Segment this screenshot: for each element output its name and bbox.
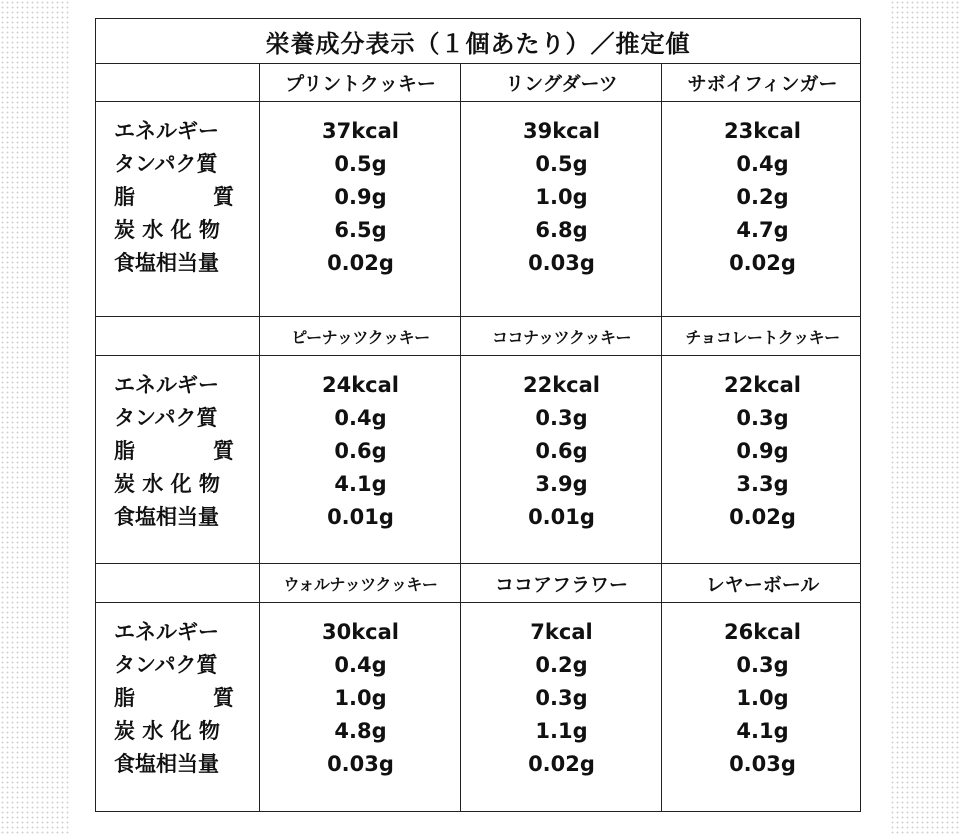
value-salt: 0.03g <box>729 752 796 776</box>
value-protein: 0.5g <box>334 152 387 176</box>
value-protein: 0.4g <box>334 406 387 430</box>
value-carbohydrate: 4.1g <box>334 472 387 496</box>
row-label-salt: 食塩相当量 <box>114 752 219 776</box>
value-protein: 0.2g <box>535 653 588 677</box>
row-label-carbohydrate: 炭 水 化 物 <box>114 218 220 242</box>
value-carbohydrate: 1.1g <box>535 719 588 743</box>
product-name: リングダーツ <box>505 72 618 95</box>
value-carbohydrate: 6.5g <box>334 218 387 242</box>
product-name: プリントクッキー <box>285 72 436 95</box>
value-energy: 22kcal <box>522 373 600 397</box>
value-energy: 7kcal <box>530 620 593 644</box>
value-carbohydrate: 4.7g <box>736 218 789 242</box>
value-carbohydrate: 3.3g <box>736 472 789 496</box>
value-fat: 0.9g <box>334 185 387 209</box>
product-group-2 <box>96 317 860 563</box>
row-label-energy: エネルギー <box>114 373 219 397</box>
value-carbohydrate: 3.9g <box>535 472 588 496</box>
product-name: レヤーボール <box>705 573 820 596</box>
value-carbohydrate: 4.8g <box>334 719 387 743</box>
product-name: ココアフラワー <box>494 573 628 596</box>
value-energy: 24kcal <box>321 373 399 397</box>
row-label-protein: タンパク質 <box>114 406 218 430</box>
value-protein: 0.3g <box>736 406 789 430</box>
value-salt: 0.02g <box>528 752 595 776</box>
product-group-3 <box>96 564 860 811</box>
value-energy: 26kcal <box>723 620 801 644</box>
row-label-fat: 脂 質 <box>114 185 234 209</box>
row-label-fat: 脂 質 <box>114 686 234 710</box>
product-group-1 <box>96 63 860 316</box>
value-fat: 0.2g <box>736 185 789 209</box>
row-label-carbohydrate: 炭 水 化 物 <box>114 472 220 496</box>
row-label-salt: 食塩相当量 <box>114 251 219 275</box>
value-fat: 1.0g <box>334 686 387 710</box>
value-fat: 0.6g <box>334 439 387 463</box>
table-title: 栄養成分表示（１個あたり）／推定値 <box>96 19 860 64</box>
product-name: チョコレートクッキー <box>685 327 840 347</box>
value-energy: 22kcal <box>723 373 801 397</box>
product-header-row <box>96 317 860 356</box>
value-energy: 37kcal <box>321 119 399 143</box>
product-name: ピーナッツクッキー <box>291 327 430 347</box>
value-protein: 0.5g <box>535 152 588 176</box>
product-name: サボイフィンガー <box>687 72 838 95</box>
product-name: ウォルナッツクッキー <box>283 574 438 594</box>
row-label-salt: 食塩相当量 <box>114 505 219 529</box>
value-fat: 1.0g <box>736 686 789 710</box>
value-fat: 0.6g <box>535 439 588 463</box>
value-fat: 0.3g <box>535 686 588 710</box>
value-carbohydrate: 6.8g <box>535 218 588 242</box>
row-label-carbohydrate: 炭 水 化 物 <box>114 719 220 743</box>
value-protein: 0.3g <box>535 406 588 430</box>
value-carbohydrate: 4.1g <box>736 719 789 743</box>
value-protein: 0.3g <box>736 653 789 677</box>
row-label-fat: 脂 質 <box>114 439 234 463</box>
row-label-energy: エネルギー <box>114 119 219 143</box>
row-label-protein: タンパク質 <box>114 653 218 677</box>
value-energy: 23kcal <box>723 119 801 143</box>
value-salt: 0.02g <box>729 251 796 275</box>
row-label-energy: エネルギー <box>114 620 219 644</box>
value-salt: 0.03g <box>327 752 394 776</box>
value-fat: 0.9g <box>736 439 789 463</box>
value-energy: 30kcal <box>321 620 399 644</box>
value-salt: 0.02g <box>327 251 394 275</box>
value-salt: 0.03g <box>528 251 595 275</box>
value-protein: 0.4g <box>334 653 387 677</box>
value-fat: 1.0g <box>535 185 588 209</box>
row-label-protein: タンパク質 <box>114 152 218 176</box>
value-salt: 0.01g <box>528 505 595 529</box>
value-protein: 0.4g <box>736 152 789 176</box>
product-name: ココナッツクッキー <box>491 327 632 347</box>
value-energy: 39kcal <box>522 119 600 143</box>
nutrition-table <box>95 18 861 812</box>
value-salt: 0.02g <box>729 505 796 529</box>
product-header-row <box>96 564 860 603</box>
product-header-row <box>96 63 860 102</box>
value-salt: 0.01g <box>327 505 394 529</box>
